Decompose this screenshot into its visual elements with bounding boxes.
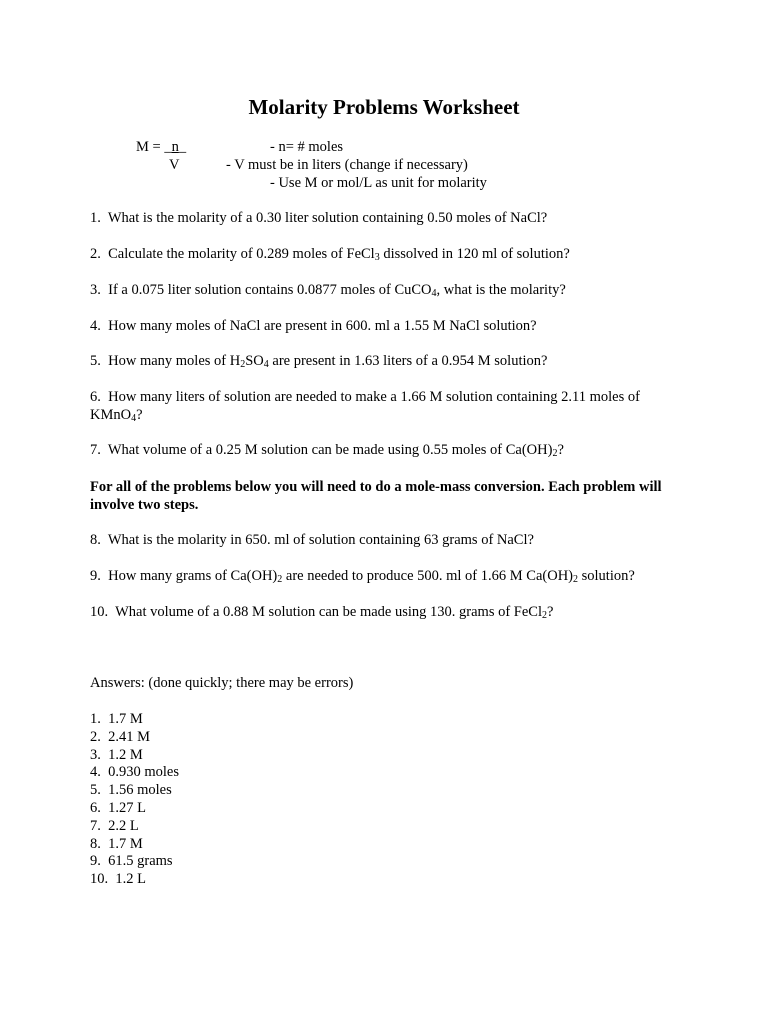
- answers-heading: Answers: (done quickly; there may be errors): [90, 675, 354, 691]
- formula-lhs: M =: [136, 139, 165, 155]
- answer-4: 4. 0.930 moles: [90, 764, 180, 780]
- question-1: 1. What is the molarity of a 0.30 liter solution containing 0.50 moles of NaCl?: [90, 210, 548, 226]
- question-5: 5. How many moles of $H_2SO_4$ are present in 1.63 liters of a 0.954 M solution?: [90, 353, 548, 370]
- question-3: 3. If a 0.075 liter solution contains 0.0877 moles of CuCO$_4$, what is the molarity?: [90, 282, 566, 299]
- answer-10: 10. 1.2 L: [90, 871, 146, 887]
- formula-note-3: - Use M or mol/L as unit for molarity: [270, 175, 487, 191]
- question-4: 4. How many moles of NaCl are present in 600. ml a 1.55 M NaCl solution?: [90, 318, 537, 334]
- question-2: 2. Calculate the molarity of 0.289 moles of FeCl$_3$ dissolved in 120 ml of solution?: [90, 246, 570, 263]
- answer-8: 8. 1.7 M: [90, 836, 143, 852]
- question-7: 7. What volume of a 0.25 M solution can be made using 0.55 moles of $Ca(OH)_2$?: [90, 442, 564, 459]
- question-10: 10. What volume of a 0.88 M solution can be made using 130. grams of FeCl$_2$?: [90, 604, 554, 621]
- instruction-text: For all of the problems below you will need to do a mole-mass conversion. Each problem will involve two steps.: [90, 479, 662, 513]
- answer-2: 2. 2.41 M: [90, 729, 151, 745]
- answer-9: 9. 61.5 grams: [90, 853, 173, 869]
- question-6: 6. How many liters of solution are needed to make a 1.66 M solution containing 2.11 moles of KMnO$_4$?: [90, 389, 640, 424]
- formula-numerator-line: M = _n_: [136, 139, 187, 155]
- formula-note-2: - V must be in liters (change if necessary): [226, 157, 468, 173]
- question-8: 8. What is the molarity in 650. ml of solution containing 63 grams of NaCl?: [90, 532, 534, 548]
- answer-6: 6. 1.27 L: [90, 800, 146, 816]
- page-title: Molarity Problems Worksheet: [248, 95, 520, 119]
- formula-note-1: - n= # moles: [270, 139, 344, 155]
- formula-denominator: V: [169, 157, 180, 173]
- formula-numerator: n: [171, 139, 179, 155]
- question-9: 9. How many grams of $Ca(OH)_2$ are needed to produce 500. ml of 1.66 M $Ca(OH)_2$ solution?: [90, 568, 635, 585]
- answer-1: 1. 1.7 M: [90, 711, 143, 727]
- answer-7: 7. 2.2 L: [90, 818, 139, 834]
- answer-3: 3. 1.2 M: [90, 747, 143, 763]
- answer-5: 5. 1.56 moles: [90, 782, 172, 798]
